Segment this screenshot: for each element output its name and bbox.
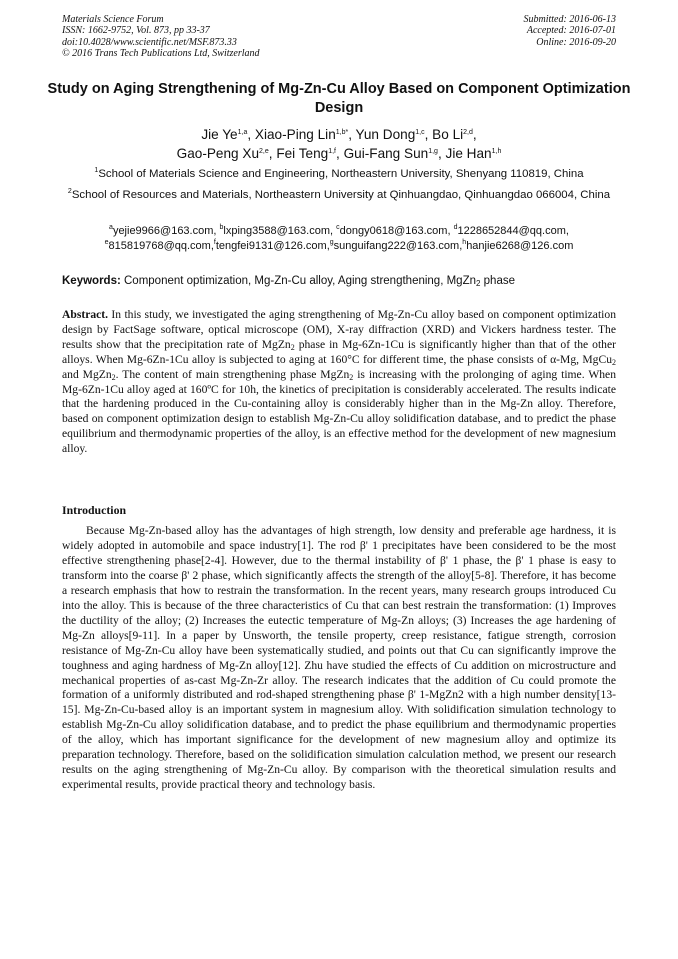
affiliation-1: [50, 167, 628, 182]
abstract-subscript: 2: [111, 372, 116, 382]
affiliation-text: School of Materials Science and Engineering, Northeastern University, Shenyang 110819, China: [98, 168, 584, 180]
author-line-1: Jie Ye$^{1,a}$, Xiao-Ping Lin$^{1,b*}$, Yun Dong$^{1,c}$, Bo Li$^{2,d}$,: [201, 127, 477, 142]
email-line-2: $^e$815819768@qq.com,$^f$tengfei9131@126.com,$^g$sunguifang222@163.com,$^h$hanjie6268@126.com: [104, 239, 574, 252]
author-affil-mark: 2,d: [463, 129, 473, 136]
author-line-2: Gao-Peng Xu$^{2,e}$, Fei Teng$^{1,f}$, Gui-Fang Sun$^{1,g}$, Jie Han$^{1,h}$: [176, 146, 502, 161]
email-mark: h: [462, 239, 467, 246]
author-name: Yun Dong: [355, 127, 416, 142]
abstract-text: . The content of main strengthening phase MgZn: [115, 367, 350, 381]
abstract-text: and MgZn: [62, 367, 112, 381]
abstract-subscript: 2: [612, 357, 616, 367]
journal-header: [62, 14, 616, 66]
abstract-subscript: 2: [290, 342, 295, 352]
submitted-date: Submitted: 2016-06-13: [523, 14, 616, 25]
abstract-subscript: 2: [349, 372, 354, 382]
email-link[interactable]: 1228652844@qq.com: [457, 225, 566, 237]
email-link[interactable]: dongy0618@163.com: [339, 225, 448, 237]
email-mark: e: [104, 239, 109, 246]
affiliation-2: [50, 188, 628, 203]
email-link[interactable]: lxping3588@163.com: [223, 225, 330, 237]
author-affil-mark: 1,f: [328, 148, 337, 155]
abstract-text: is increasing with the prolonging of aging time. When Mg-6Zn-1Cu alloy aged at 160ºC for 10h, the kinetics of precipitation is considerably accelerated. The results indicate that the hardening produced in the Cu-containing alloy is considerably higher than in the Mg-Zn alloy. Therefore, based on component optimization design to establish Mg-Zn-Cu alloy solidification database, and to predict the phase equilibrium and thermodynamic properties of the alloy, is an effective method for the development of new magnesium alloy.: [62, 367, 616, 456]
keywords-subscript: 2: [476, 279, 481, 288]
author-name: Gui-Fang Sun: [343, 146, 429, 161]
email-mark: b: [219, 224, 224, 231]
keywords-text: Component optimization, Mg-Zn-Cu alloy, Aging strengthening, MgZn: [124, 275, 476, 287]
abstract-label: Abstract.: [62, 308, 109, 321]
email-mark: g: [329, 239, 334, 246]
author-list: [40, 125, 638, 163]
email-link[interactable]: yejie9966@163.com: [112, 225, 214, 237]
keywords: [62, 274, 616, 289]
journal-issn: ISSN: 1662-9752, Vol. 873, pp 33-37: [62, 25, 210, 37]
journal-doi: doi:10.4028/www.scientific.net/MSF.873.33: [62, 36, 237, 48]
author-name: Gao-Peng Xu: [176, 146, 260, 161]
author-name: Bo Li: [432, 127, 464, 142]
journal-copyright: © 2016 Trans Tech Publications Ltd, Switzerland: [62, 47, 260, 59]
paper-title: Study on Aging Strengthening of Mg-Zn-Cu Alloy Based on Component Optimization Design: [47, 81, 631, 116]
affiliation-text: School of Resources and Materials, Northeastern University at Qinhuangdao, Qinhuangdao 066004, China: [71, 189, 611, 201]
email-link[interactable]: hanjie6268@126.com: [466, 240, 574, 252]
abstract-text: In this study, we investigated the aging strengthening of Mg-Zn-Cu alloy based on component optimization design by FactSage software, optical microscope (OM), X-ray diffraction (XRD) and Vickers hardness tester. The results show that the precipitation rate of MgZn: [62, 308, 616, 351]
online-date: Online: 2016-09-20: [536, 36, 616, 48]
journal-name: Materials Science Forum: [62, 14, 164, 25]
email-link[interactable]: 815819768@qq.com: [108, 240, 211, 252]
author-name: Jie Ye: [201, 127, 238, 142]
keywords-text-end: phase: [480, 275, 515, 287]
section-heading-introduction: Introduction: [62, 503, 127, 517]
submission-dates: [524, 14, 617, 48]
author-affil-mark: 2,e: [259, 148, 269, 155]
author-name: Xiao-Ping Lin: [254, 127, 336, 142]
email-line-1: $^a$yejie9966@163.com, $^b$lxping3588@163.com, $^c$dongy0618@163.com, $^d$1228652844@qq.com,: [109, 224, 569, 237]
author-affil-mark: 1,c: [415, 129, 425, 136]
abstract-text: phase in Mg-6Zn-1Cu is significantly higher than that of the other alloys. When Mg-6Zn-1Cu alloy is subjected to aging at 160°C for different time, the phase consists of α-Mg, MgCu: [62, 337, 616, 366]
author-name: Jie Han: [445, 146, 492, 161]
author-affil-mark: 1,b*: [335, 129, 349, 136]
journal-info: [62, 14, 260, 59]
email-link[interactable]: tengfei9131@126.com: [215, 240, 327, 252]
email-mark: d: [453, 224, 458, 231]
keywords-label: Keywords:: [62, 275, 121, 287]
affiliation-mark: 1: [94, 167, 99, 174]
email-link[interactable]: sunguifang222@163.com: [333, 240, 460, 252]
author-name: Fei Teng: [276, 146, 329, 161]
author-affil-mark: 1,g: [428, 148, 438, 155]
author-emails: [40, 224, 638, 254]
email-mark: a: [109, 224, 113, 231]
affiliation-mark: 2: [67, 188, 72, 195]
accepted-date: Accepted: 2016-07-01: [526, 25, 616, 37]
author-affil-mark: 1,a: [237, 129, 248, 136]
email-mark: c: [336, 224, 340, 231]
author-affil-mark: 1,h: [491, 148, 502, 155]
abstract: [62, 308, 616, 457]
email-mark: f: [213, 239, 216, 246]
introduction-paragraph: Because Mg-Zn-based alloy has the advantages of high strength, low density and preferable age hardness, it is widely adopted in automobile and space industry[1]. The rod β' 1 precipitates have been considered to be the most effective strengthening phase[2-4]. However, due to the thermal instability of β' 1 phase, the β' 1 phase is easy to transform into the coarse β' 2 phase, which significantly affects the strength of the alloy[5-8]. Therefore, it has become a research emphasis that how to restrain the transformation. In the recent years, many research groups introduced Cu into the alloy. This is because of the three characteristics of Cu that can best restrain the transformation: (1) Improves the ductility of the alloy; (2) Increases the eutectic temperature of Mg-Zn alloys; (3) Increases the age hardening of Mg-Zn alloys[9-11]. In a paper by Unsworth, the tensile property, creep resistance, fatigue strength, corrosion resistance of Mg-Zn-Cu alloy have been systematically studied, and points out that Cu can significantly improve the toughness and aging hardness of Mg-Zn alloy[12]. Zhu have studied the effects of Cu addition on microstructure and mechanical properties of as-cast Mg-Zn-Zr alloy. The research indicates that the addition of Cu could promote the formation of a uniformly distributed and rod-shaped strengthening phase β' 1-MgZn2 with a high number density[13-15]. Mg-Zn-Cu-based alloy is an important system in magnesium alloy. With solidification simulation technology to establish Mg-Zn-Cu alloy solidification database, and to predict the phase equilibrium and thermodynamic properties of the alloy, which has important significance for the development of new magnesium alloy and optimize its preparation technology. Therefore, based on the solidification simulation calculation method, we present our research results on the aging strengthening of Mg-Zn-Cu alloy. By comparison with the theoretical simulation results and experimental results, provide practical theory and technology basis.: [62, 524, 616, 792]
